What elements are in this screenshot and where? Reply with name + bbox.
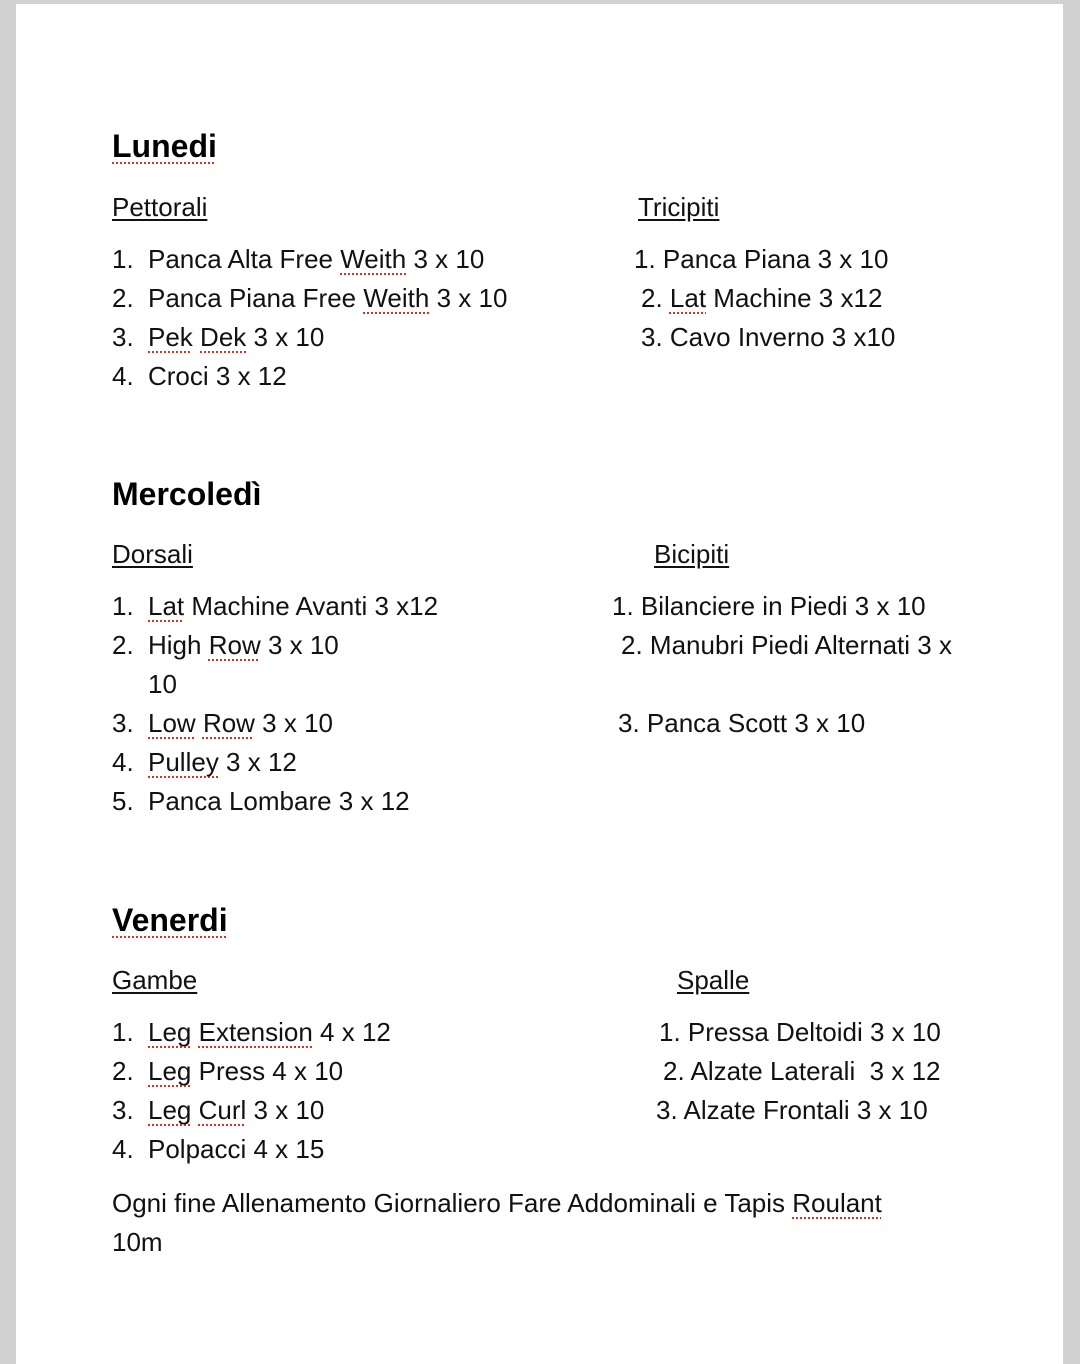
footer-note: Ogni fine Allenamento Giornaliero Fare Addominali e Tapis Roulant xyxy=(112,1188,882,1218)
footer-note-line2: 10m xyxy=(112,1227,163,1257)
list-item: 3. Panca Scott 3 x 10 xyxy=(618,708,866,738)
list-item: 2. Manubri Piedi Alternati 3 x xyxy=(621,630,952,660)
list-item: 2. Lat Machine 3 x12 xyxy=(641,283,883,313)
list-item: 2. Panca Piana Free Weith 3 x 10 xyxy=(112,283,508,313)
list-item: 1. Bilanciere in Piedi 3 x 10 xyxy=(612,591,926,621)
list-item: 3. Low Row 3 x 10 xyxy=(112,708,334,738)
group-title-spalle: Spalle xyxy=(677,965,750,995)
list-item: 4. Polpacci 4 x 15 xyxy=(112,1134,325,1164)
day-heading-venerdi: Venerdi xyxy=(112,902,228,938)
list-item: 3. Pek Dek 3 x 10 xyxy=(112,322,325,352)
list-item: 3. Alzate Frontali 3 x 10 xyxy=(656,1095,928,1125)
group-title-tricipiti: Tricipiti xyxy=(638,192,720,222)
group-title-bicipiti: Bicipiti xyxy=(654,539,730,569)
list-item: 4. Pulley 3 x 12 xyxy=(112,747,297,777)
list-item: 1. Pressa Deltoidi 3 x 10 xyxy=(659,1017,941,1047)
group-title-dorsali: Dorsali xyxy=(112,539,193,569)
list-item: 1. Leg Extension 4 x 12 xyxy=(112,1017,391,1047)
list-item: 2. Alzate Laterali 3 x 12 xyxy=(663,1056,941,1086)
document-page xyxy=(16,4,1063,1364)
list-item: 5. Panca Lombare 3 x 12 xyxy=(112,786,410,816)
list-item: 4. Croci 3 x 12 xyxy=(112,361,287,391)
group-title-gambe: Gambe xyxy=(112,965,198,995)
day-heading-mercoledi: Mercoledì xyxy=(112,476,262,512)
day-heading-lunedi: Lunedi xyxy=(112,128,217,164)
list-item: 3. Cavo Inverno 3 x10 xyxy=(641,322,896,352)
list-item: 1. Lat Machine Avanti 3 x12 xyxy=(112,591,439,621)
list-item: 2. Leg Press 4 x 10 xyxy=(112,1056,344,1086)
list-item: 1. Panca Alta Free Weith 3 x 10 xyxy=(112,244,485,274)
list-item: 1. Panca Piana 3 x 10 xyxy=(634,244,889,274)
list-item: 10 xyxy=(148,669,177,699)
list-item: 2. High Row 3 x 10 xyxy=(112,630,339,660)
group-title-pettorali: Pettorali xyxy=(112,192,208,222)
list-item: 3. Leg Curl 3 x 10 xyxy=(112,1095,325,1125)
